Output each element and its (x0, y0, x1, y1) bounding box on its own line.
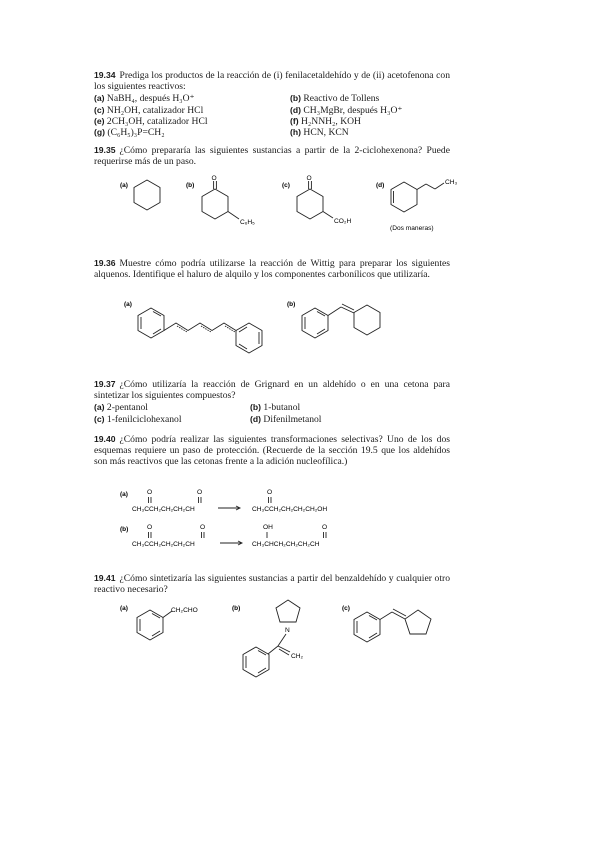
option-text: (C₆H₅)₃P=CH₂ (107, 127, 165, 139)
question-text: ¿Cómo prepararía las siguientes sustancias a partir de la 2-ciclohexenona? Puede requerirse más de un paso. (94, 145, 450, 168)
two-ways-note: (Dos maneras) (390, 225, 434, 232)
benzene-ring-a-right (236, 323, 262, 353)
q1940a-reactant: CH₃CCH₂CH₂CH₂CH (132, 506, 195, 513)
carbonyl-o-b: O (211, 175, 217, 182)
option-text: 1-fenilciclohexanol (106, 413, 182, 425)
q1936-label-a: (a) (124, 301, 132, 308)
q1940-structures (120, 489, 327, 548)
pyrrolidine-ring (276, 600, 300, 622)
benzene-ring-b (302, 308, 328, 338)
option-list: (a) NaBH₄, después H₃O⁺ (b) Reactivo de Tollens (c) NH₂OH, catalizador HCl (d) CH₃MgBr, después H₃O⁺ (e) 2CH₃OH, catalizador HCl (f) H₂NNH₂, KOH (g) (C₆H₅)₃P=CH₂ (h) HCN, KCN (94, 93, 403, 139)
benzene-ring-41b (243, 647, 269, 677)
option-text: Difenilmetanol (263, 413, 322, 425)
q1940b-product: CH₃CHCH₂CH₂CH₂CH (252, 541, 320, 548)
svg-text:O: O (147, 524, 153, 531)
q1941-label-b: (b) (232, 605, 241, 612)
cyclohexane-ring-b (354, 305, 380, 335)
option-list: (a) 2-pentanol (b) 1-butanol (c) 1-fenilciclohexanol (d) Difenilmetanol (94, 402, 322, 425)
benzene-ring-41c (354, 612, 380, 642)
question-19-40 (94, 434, 450, 468)
carboxyl-substituent: CO₂H (334, 218, 352, 225)
q1935-label-d: (d) (376, 182, 385, 189)
svg-text:O: O (322, 524, 328, 531)
q1936-structures (124, 301, 380, 353)
methyl-substituent: CH₃ (445, 179, 458, 186)
question-number: 19.37 (94, 379, 116, 389)
question-number: 19.41 (94, 573, 116, 583)
question-number: 19.35 (94, 145, 116, 155)
svg-text:O: O (147, 489, 153, 496)
triene-chain (164, 323, 236, 331)
option-text: H₂NNH₂, KOH (301, 115, 361, 127)
question-text: Prediga los productos de la reacción de (i) fenilacetaldehído y de (ii) acetofenona con los siguientes reactivos: (94, 70, 450, 93)
q1940a-product: CH₃CCH₂CH₂CH₂CH₂OH (252, 506, 328, 513)
q1935-structures (120, 175, 458, 232)
cyclohexene-ring (391, 182, 417, 212)
question-19-36 (94, 258, 450, 280)
ch2cho-substituent: CH₂CHO (171, 607, 198, 614)
cyclohexanone-ring-b (202, 189, 228, 219)
cyclohexanone-ring-c (297, 189, 323, 219)
option-text: NH₂OH, catalizador HCl (106, 104, 204, 116)
question-text: ¿Cómo podría realizar las siguientes transformaciones selectivas? Uno de los dos esquemas requiere un paso de protección. (Recuerde de la sección 19.5 que los aldehídos son más reactivos que las cetonas frente a la adición nucleofílica.) (94, 434, 450, 468)
q1940-label-a: (a) (120, 491, 128, 498)
benzene-ring-a-left (138, 308, 164, 338)
svg-text:OH: OH (263, 524, 273, 531)
q1935-label-a: (a) (120, 182, 128, 189)
question-text: ¿Cómo utilizaría la reacción de Grignard en un aldehído o en una cetona para sintetizar los siguientes compuestos? (94, 379, 450, 402)
q1941-structures (120, 600, 431, 677)
q1941-label-a: (a) (120, 605, 128, 612)
question-number: 19.40 (94, 434, 116, 444)
phenyl-substituent: C₆H₅ (240, 219, 255, 226)
option-text: HCN, KCN (303, 127, 349, 139)
question-19-35 (94, 145, 450, 167)
q1935-label-c: (c) (282, 182, 290, 189)
svg-text:O: O (267, 489, 273, 496)
q1936-label-b: (b) (287, 301, 296, 308)
question-19-37 (94, 379, 450, 425)
question-text: ¿Cómo sintetizaría las siguientes sustancias a partir del benzaldehído y cualquier otro reactivo necesario? (94, 573, 450, 596)
question-number: 19.36 (94, 258, 116, 268)
question-text: Muestre cómo podría utilizarse la reacción de Wittig para preparar los siguientes alquenos. Identifique el haluro de alquilo y los componentes carbonílicos que utilizaría. (94, 258, 450, 281)
option-text: 2-pentanol (106, 402, 148, 414)
q1935-label-b: (b) (186, 182, 195, 189)
option-text: CH₃MgBr, después H₃O⁺ (303, 104, 403, 116)
ch2-group: CH₂ (291, 653, 304, 660)
cyclohexane-ring (134, 180, 160, 210)
svg-text:O: O (200, 524, 206, 531)
option-text: 2CH₃OH, catalizador HCl (106, 115, 208, 127)
q1941-label-c: (c) (342, 605, 350, 612)
cyclopentane-ring (405, 610, 431, 634)
carbonyl-o-c: O (306, 175, 312, 182)
nitrogen-atom: N (285, 627, 290, 634)
option-text: NaBH₄, después H₃O⁺ (106, 93, 195, 105)
benzene-ring-41a (137, 610, 163, 640)
question-19-34 (94, 70, 450, 138)
option-text: Reactivo de Tollens (303, 93, 380, 105)
q1940-label-b: (b) (120, 526, 129, 533)
option-text: 1-butanol (263, 402, 301, 414)
svg-text:O: O (197, 489, 203, 496)
q1940b-reactant: CH₃CCH₂CH₂CH₂CH (132, 541, 195, 548)
question-19-41 (94, 573, 450, 595)
question-number: 19.34 (94, 70, 116, 80)
